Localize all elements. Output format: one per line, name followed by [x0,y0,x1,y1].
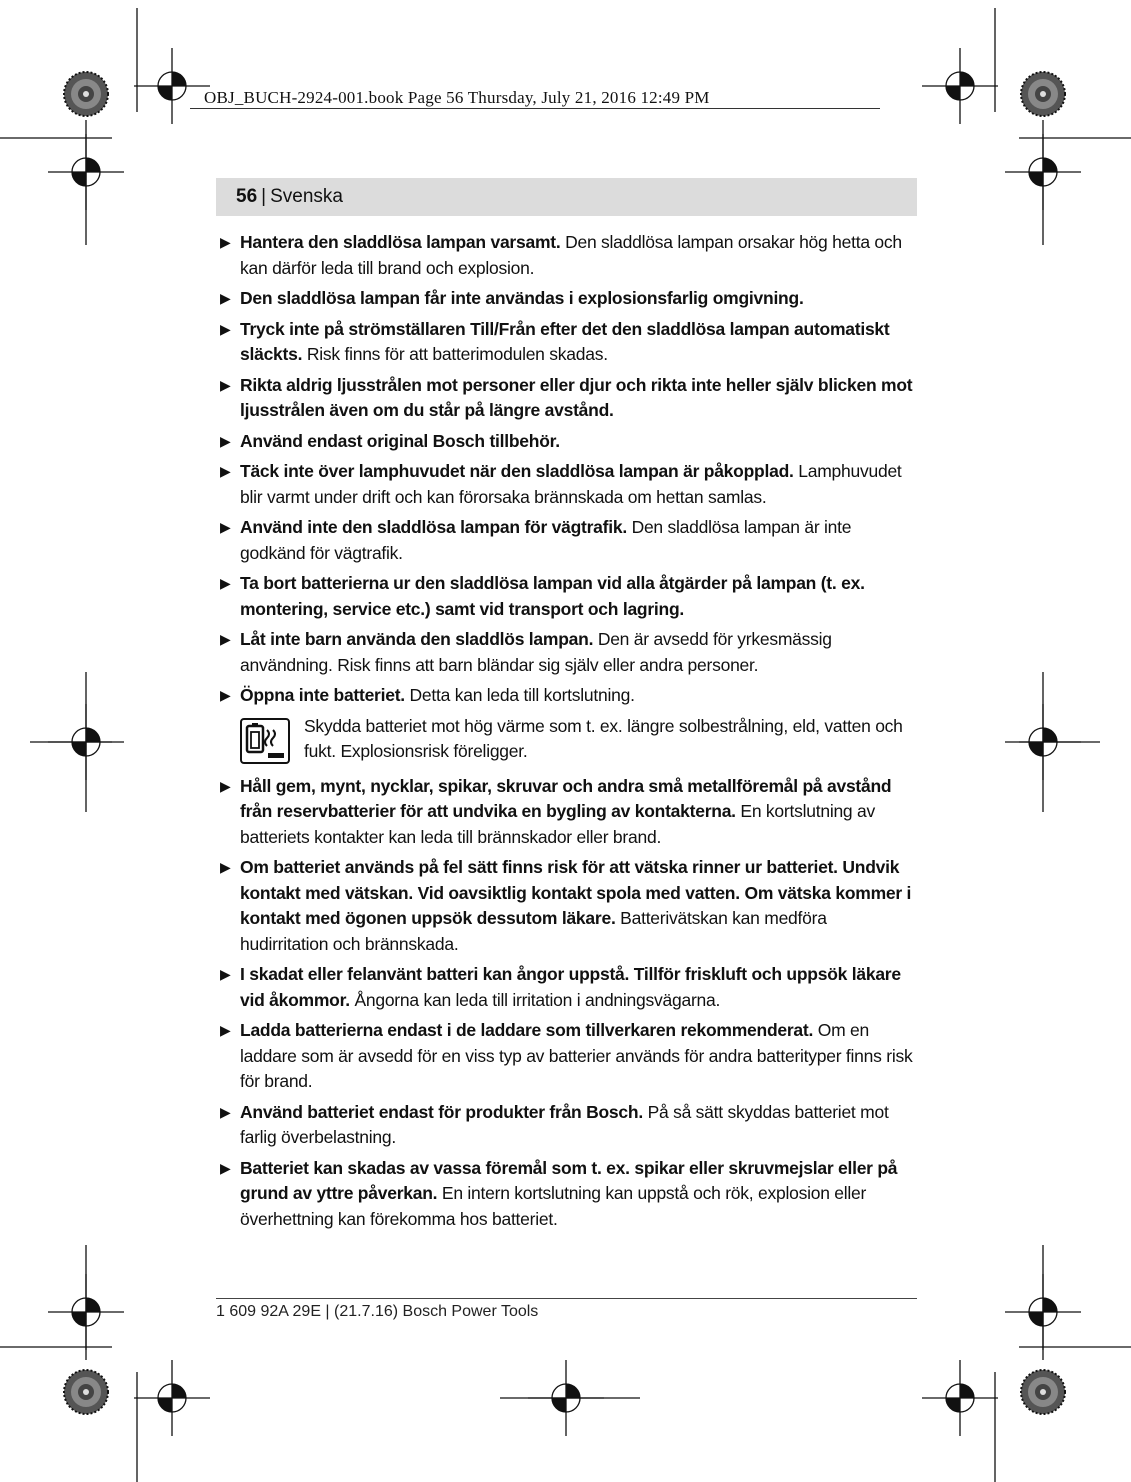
bullet-triangle-icon: ▶ [220,1022,231,1038]
bullet-triangle-icon: ▶ [220,320,231,337]
print-header: OBJ_BUCH-2924-001.book Page 56 Thursday, July 21, 2016 12:49 PM [204,88,710,107]
section-title: Svenska [270,186,343,207]
list-item: ▶ Tryck inte på strömställaren Till/Från efter det den sladdlösa lampan automatiskt släckts. Risk finns för att batterimodulen skadas. [220,318,890,364]
bullet-triangle-icon: ▶ [220,966,231,982]
bullet-triangle-icon: ▶ [220,631,231,647]
list-item: ▶ Hantera den sladdlösa lampan varsamt. Den sladdlösa lampan orsakar hög hetta och kan därför leda till brand och explosion. [220,232,902,278]
list-item: ▶ Låt inte barn använda den sladdlös lampan. Den är avsedd för yrkesmässig användning. Risk finns att barn bländar sig själv eller andra personer. [220,629,832,675]
bullet-triangle-icon: ▶ [220,519,231,535]
list-item: ▶ Använd inte den sladdlösa lampan för vägtrafik. Den sladdlösa lampan är inte godkänd för vägtrafik. [220,517,852,563]
registration-mark-icon [134,48,210,124]
list-item: ▶ Ladda batterierna endast i de laddare som tillverkaren rekommenderat. Om en laddare som är avsedd för en viss typ av batterier används för andra batterityper finns risk för brand. [220,1020,913,1091]
bullet-triangle-icon: ▶ [220,777,231,794]
title-separator: | [261,186,267,207]
battery-heat-note [216,714,917,766]
registration-star-icon [64,72,108,116]
page-number: 56 [236,186,258,207]
safety-instructions [216,230,917,1237]
registration-star-icon [1021,1370,1065,1414]
list-item: ▶ Använd batteriet endast för produkter från Bosch. På så sätt skyddas batteriet mot farlig överbelastning. [220,1101,889,1147]
note-text: Explosionsrisk föreligger. [335,741,528,761]
list-item: ▶ Om batteriet används på fel sätt finns risk för att vätska rinner ur batteriet. Undvik kontakt med vätskan. Vid oavsiktlig kontakt spola med vatten. Om vätska kommer i kontakt med ögonen uppsök dessutom läkare. Batterivätskan kan medföra hudirritation och brännskada. [220,857,912,954]
bullet-triangle-icon: ▶ [220,290,231,306]
bullet-triangle-icon: ▶ [220,376,231,393]
list-item: ▶ Batteriet kan skadas av vassa föremål som t. ex. spikar eller skruvmejslar eller på grund av yttre påverkan. En intern kortslutning kan uppstå och rök, explosion eller överhettning kan förekomma hos batteriet. [220,1157,898,1229]
bullet-triangle-icon: ▶ [220,859,231,875]
list-item: ▶ Ta bort batterierna ur den sladdlösa lampan vid alla åtgärder på lampan (t. ex. montering, service etc.) samt vid transport och lagring. [220,573,865,619]
list-item: ▶ Öppna inte batteriet. Detta kan leda till kortslutning. [216,683,917,709]
list-item: ▶ Den sladdlösa lampan får inte användas i explosionsfarlig omgivning. [216,286,917,312]
bullet-triangle-icon: ▶ [220,1159,231,1176]
list-item: ▶ Använd endast original Bosch tillbehör. [216,429,917,455]
note-bold-text: Skydda batteriet mot hög värme som t. ex. längre solbestrålning, eld, vatten och fukt. [304,715,903,761]
bullet-triangle-icon: ▶ [220,234,231,250]
registration-star-icon [1021,72,1065,116]
page-title-bar [216,178,917,216]
registration-mark-icon [922,1360,998,1436]
list-item: ▶ Rikta aldrig ljusstrålen mot personer eller djur och rikta inte heller själv blicken mot ljusstrålen även om du står på längre avstånd. [220,374,913,420]
registration-star-icon [64,1370,108,1414]
list-item: ▶ Håll gem, mynt, nycklar, spikar, skruvar och andra små metallföremål på avstånd från reservbatterier för att undvika en bygling av kontakterna. En kortslutning av batteriets kontakter kan leda till brännskador eller brand. [220,775,892,847]
bullet-triangle-icon: ▶ [220,575,231,591]
registration-mark-icon [134,1360,210,1436]
bullet-triangle-icon: ▶ [220,687,231,703]
print-header-rule [190,108,880,109]
footer-rule [216,1298,917,1299]
bullet-triangle-icon: ▶ [220,1103,231,1120]
bullet-triangle-icon: ▶ [220,432,231,449]
registration-mark-icon [922,48,998,124]
bullet-triangle-icon: ▶ [220,463,231,479]
page-footer: 1 609 92A 29E | (21.7.16) Bosch Power Tools [216,1303,539,1320]
list-item: ▶ Täck inte över lamphuvudet när den sladdlösa lampan är påkopplad. Lamphuvudet blir varmt under drift och kan förorsaka brännskada om hettan samlas. [220,461,902,507]
battery-heat-warning-icon [240,718,290,764]
list-item: ▶ I skadat eller felanvänt batteri kan ångor uppstå. Tillför friskluft och uppsök läkare vid åkommor. Ångorna kan leda till irritation i andningsvägarna. [220,964,901,1010]
